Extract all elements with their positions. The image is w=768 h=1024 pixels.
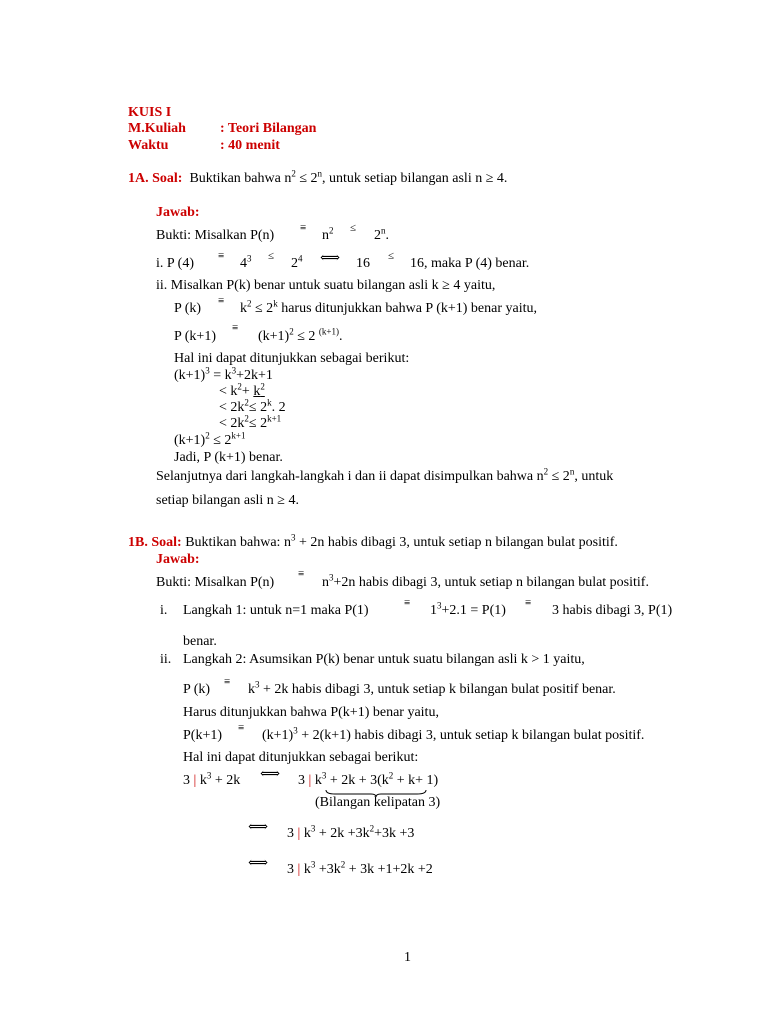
q1b-pk-rest: + 2k habis dibagi 3, untuk setiap k bilangan bulat positif benar. [263,682,616,697]
time-label: Waktu [128,138,169,153]
q1a-line1: $(k+1)^3 = k^3+2k+1$ [174,365,273,383]
q1a-conclusion-untuk: , untuk [574,469,614,484]
q1b-pk-expr: $k^3 + 2k$ habis dibagi 3, untuk setiap k bilangan bulat positif benar. [248,679,616,697]
q1b-step-i-expr: $1^3+2.1 = P(1)$ [430,600,506,618]
q1b-bukti-rest: +2n habis dibagi 3, untuk setiap n bilangan bulat positif. [333,575,649,590]
q1b-step-i-mid: +2.1 = P(1) [441,603,506,618]
q1a-conclusion-text: Selanjutnya dari langkah-langkah i dan ii dapat disimpulkan bahwa n [156,469,544,484]
q1a-setiap: setiap bilangan asli n ≥ 4. [156,493,299,508]
q1b-soal-text: Buktikan bahwa: n [185,535,291,550]
q1a-24: $2^4$ [291,253,303,271]
course-value: : Teori Bilangan [220,121,317,136]
equiv-icon: ≡ [232,322,239,334]
q1b-step-ii-num: ii. [160,652,172,667]
q1b-kelipatan: (Bilangan kelipatan 3) [315,795,441,810]
q1a-pk-expr: $k^2 \le 2^k$ harus ditunjukkan bahwa P (k+1) benar yaitu, [240,298,538,316]
iff-arrow-icon: ⟺ [248,856,269,871]
q1a-statement: 1A. Soal: Buktikan bahwa $n^2 \le 2^n$, untuk setiap bilangan asli n ≥ 4. [128,168,508,186]
q1b-pk1: P(k+1) [183,728,223,743]
equiv-icon: ≡ [224,676,231,688]
q1b-eq1-right: 3 | $k^3 + 2k + 3(k^2 + k+ 1)$ [298,770,439,788]
q1a-pk1: P (k+1) [174,329,216,344]
iff-arrow-icon: ⟺ [248,820,269,835]
q1b-pk: P (k) [183,682,211,697]
leq-icon: ≤ [268,250,275,262]
quiz-title: KUIS I [128,105,172,120]
q1a-step-ii: ii. Misalkan P(k) benar untuk suatu bilangan asli k ≥ 4 yaitu, [156,278,496,293]
q1b-eq1-left: 3 | $k^3 + 2k$ [183,770,241,788]
q1a-n2: $n^2$ [322,225,334,243]
q1a-soal-text: Buktikan bahwa n [189,171,292,186]
equiv-icon: ≡ [525,597,532,609]
course-label: M.Kuliah [128,121,186,136]
q1a-line4: < $2k^2\le 2^{k+1}$ [219,413,282,431]
q1a-hal: Hal ini dapat ditunjukkan sebagai berikut: [174,351,410,366]
q1b-bukti-expr: $n^3+2n$ habis dibagi 3, untuk setiap n bilangan bulat positif. [322,572,649,590]
iff-arrow-icon: ⟺ [320,251,341,266]
q1b-benar: benar. [183,634,217,649]
q1b-step-ii: Langkah 2: Asumsikan P(k) benar untuk suatu bilangan asli k > 1 yaitu, [183,652,585,667]
q1b-bukti: Bukti: Misalkan P(n) [156,575,275,590]
q1b-eq3: 3 | $k^3 +3k^2 + 3k +1+2k +2$ [287,859,433,877]
page-number: 1 [404,950,411,965]
q1a-soal-suffix: , untuk setiap bilangan asli n ≥ 4. [322,171,508,186]
q1a-step-i-end: 16, maka P (4) benar. [410,256,530,271]
q1b-step-i: Langkah 1: untuk n=1 maka P(1) [183,603,369,618]
leq-icon: ≤ [388,250,395,262]
q1a-line5: $(k+1)^2 \le 2^{k+1}$ [174,430,246,448]
q1b-eq2: 3 | $k^3 + 2k +3k^2+3k +3$ [287,823,415,841]
q1a-jawab: Jawab: [156,205,200,220]
q1b-step-i-num: i. [160,603,168,618]
leq-icon: ≤ [350,222,357,234]
q1b-hal: Hal ini dapat ditunjukkan sebagai berikut: [183,750,419,765]
q1b-jawab: Jawab: [156,552,200,567]
q1a-2n: 2$^n$. [374,225,389,243]
q1a-tag: 1A. Soal: [128,171,183,186]
q1a-line3: < $2k^2\le 2^k$. 2 [219,397,286,415]
equiv-icon: ≡ [218,295,225,307]
q1a-16: 16 [356,256,370,271]
equiv-icon: ≡ [404,597,411,609]
q1b-soal-rest: + 2n habis dibagi 3, untuk setiap n bilangan bulat positif. [295,535,618,550]
q1a-pk: P (k) [174,301,202,316]
equiv-icon: ≡ [300,222,307,234]
q1a-43: $4^3$ [240,253,252,271]
equiv-icon: ≡ [238,722,245,734]
q1a-line2: < $k^2+ k^2$ [219,381,265,399]
q1b-statement: 1B. Soal: Buktikan bahwa: $n^3 + 2n$ habis dibagi 3, untuk setiap n bilangan bulat positif. [128,532,618,550]
time-value: : 40 menit [220,138,280,153]
iff-arrow-icon: ⟺ [260,767,281,782]
q1b-tag: 1B. Soal: [128,535,182,550]
q1a-jadi: Jadi, P (k+1) benar. [174,450,283,465]
equiv-icon: ≡ [218,250,225,262]
q1b-harus: Harus ditunjukkan bahwa P(k+1) benar yaitu, [183,705,439,720]
q1a-step-i: i. P (4) [156,256,194,271]
q1b-step-i-end: 3 habis dibagi 3, P(1) [552,603,673,618]
q1a-pk-rest: harus ditunjukkan bahwa P (k+1) benar yaitu, [281,301,538,316]
equiv-icon: ≡ [298,568,305,580]
q1b-pk1-expr: $(k+1)^3 + 2(k+1)$ habis dibagi 3, untuk setiap k bilangan bulat positif. [262,725,645,743]
q1a-bukti: Bukti: Misalkan P(n) [156,228,275,243]
q1a-pk1-expr: $(k+1)^2 \le 2$ $^{(k+1)}$. [258,326,343,344]
q1a-conclusion: Selanjutnya dari langkah-langkah i dan ii dapat disimpulkan bahwa $n^2 \le 2^n$, untuk [156,466,614,484]
q1b-pk1-rest: habis dibagi 3, untuk setiap k bilangan bulat positif. [354,728,645,743]
